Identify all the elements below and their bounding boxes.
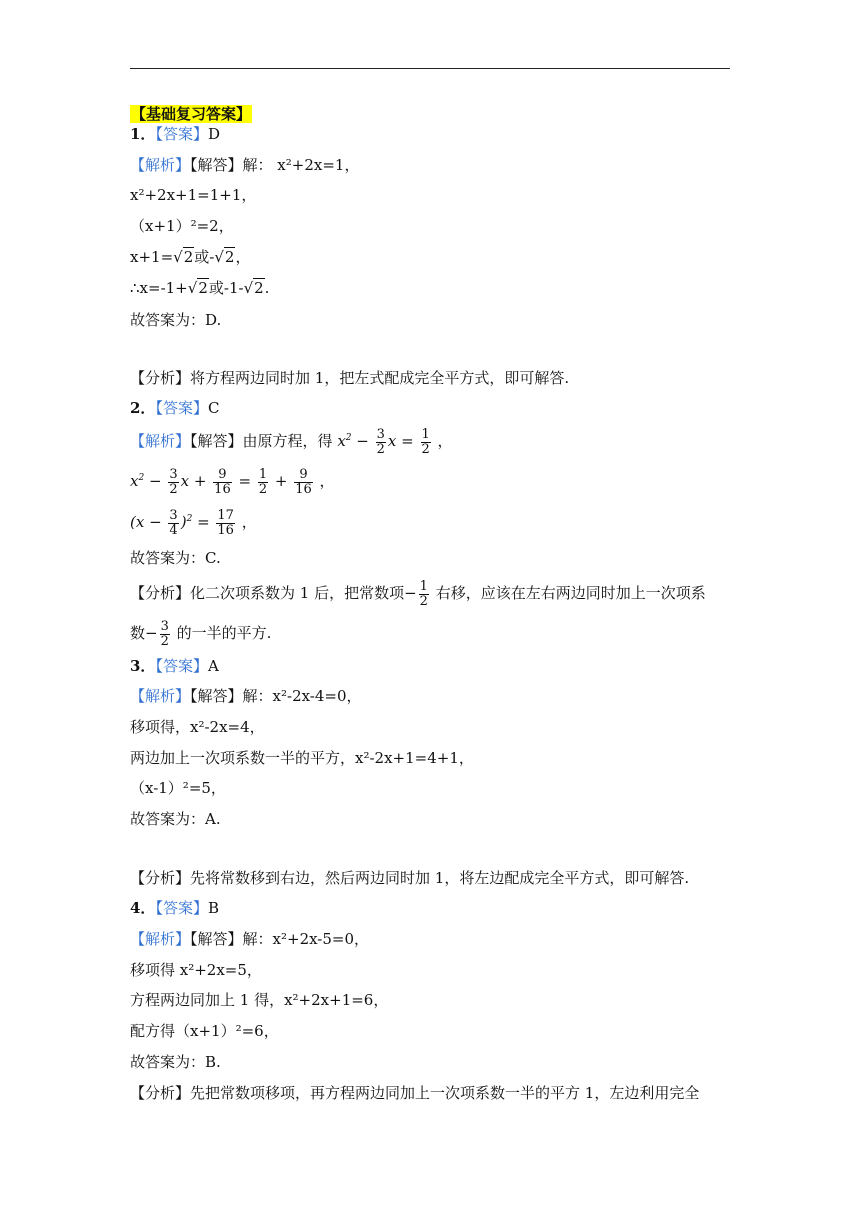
q2-conclusion: 故答案为：C.	[130, 549, 221, 567]
sqrt-2: √2	[214, 248, 235, 266]
q4-conclusion: 故答案为：B.	[130, 1053, 221, 1071]
q1-step-3: （x+1）²=2，	[130, 217, 234, 235]
q2-analysis-1: 【分析】化二次项系数为 1 后，把常数项− $\frac{1}{2}$ 右移，应该在左右两边同时加上一次项系	[130, 578, 706, 609]
equation-3: (x − $\frac{3}{4}$ )$^2$ = $\frac{17}{16}$	[130, 507, 234, 538]
q1-answer-line: 1．【答案】D	[130, 125, 220, 143]
equation-1: $x^2$ − $\frac{3}{2}$ x = $\frac{1}{2}$	[337, 426, 430, 457]
q1-step-5: ∴x=-1+√2或-1-√2.	[130, 279, 270, 297]
q1-solution-line: 【解析】【解答】解： x²+2x=1，	[130, 156, 360, 174]
q3-step-2: 移项得，x²-2x=4，	[130, 718, 265, 736]
q1-step-4: x+1=√2或-√2，	[130, 248, 251, 266]
sqrt-2: √2	[187, 279, 208, 297]
q4-answer-line: 4．【答案】B	[130, 899, 219, 917]
q4-analysis: 【分析】先把常数项移项，再方程两边同加上一次项系数一半的平方 1，左边利用完全	[130, 1084, 700, 1102]
sqrt-2: √2	[243, 279, 264, 297]
q2-step-2: $x^2$ − $\frac{3}{2}$ x + $\frac{9}{16}$ = $\frac{1}{2}$ + $\frac{9}{16}$ ，	[130, 466, 335, 497]
fraction-three-halves: $\frac{3}{2}$	[160, 618, 169, 649]
equation-2: $x^2$ − $\frac{3}{2}$ x + $\frac{9}{16}$ = $\frac{1}{2}$ + $\frac{9}{16}$	[130, 466, 312, 497]
q1-conclusion: 故答案为：D.	[130, 311, 222, 329]
fraction-half: $\frac{1}{2}$	[419, 578, 428, 609]
header-rule	[130, 68, 730, 69]
q1-step-2: x²+2x+1=1+1，	[130, 186, 257, 204]
q2-step-3: (x − $\frac{3}{4}$ )$^2$ = $\frac{17}{16}$ ，	[130, 507, 257, 538]
q1-analysis: 【分析】将方程两边同时加 1，把左式配成完全平方式，即可解答.	[130, 369, 570, 387]
q3-step-3: 两边加上一次项系数一半的平方，x²-2x+1=4+1，	[130, 749, 474, 767]
q3-analysis: 【分析】先将常数移到右边，然后两边同时加 1，将左边配成完全平方式，即可解答.	[130, 869, 690, 887]
q2-solution-line: 【解析】【解答】由原方程，得 $x^2$ − $\frac{3}{2}$ x = $\frac{1}{2}$ ，	[130, 426, 453, 457]
q4-solution-line: 【解析】【解答】解：x²+2x-5=0，	[130, 930, 370, 948]
q4-step-3: 方程两边同加上 1 得，x²+2x+1=6，	[130, 991, 389, 1009]
q4-step-2: 移项得 x²+2x=5，	[130, 961, 262, 979]
q2-analysis-2: 数− $\frac{3}{2}$ 的一半的平方.	[130, 618, 272, 649]
q3-conclusion: 故答案为：A.	[130, 810, 221, 828]
q3-step-4: （x-1）²=5，	[130, 779, 226, 797]
q3-solution-line: 【解析】【解答】解：x²-2x-4=0，	[130, 687, 362, 705]
sqrt-2: √2	[173, 248, 194, 266]
section-header: 【基础复习答案】	[131, 105, 252, 123]
q4-step-4: 配方得（x+1）²=6，	[130, 1022, 279, 1040]
q3-answer-line: 3．【答案】A	[130, 657, 219, 675]
q2-answer-line: 2．【答案】C	[130, 399, 220, 417]
